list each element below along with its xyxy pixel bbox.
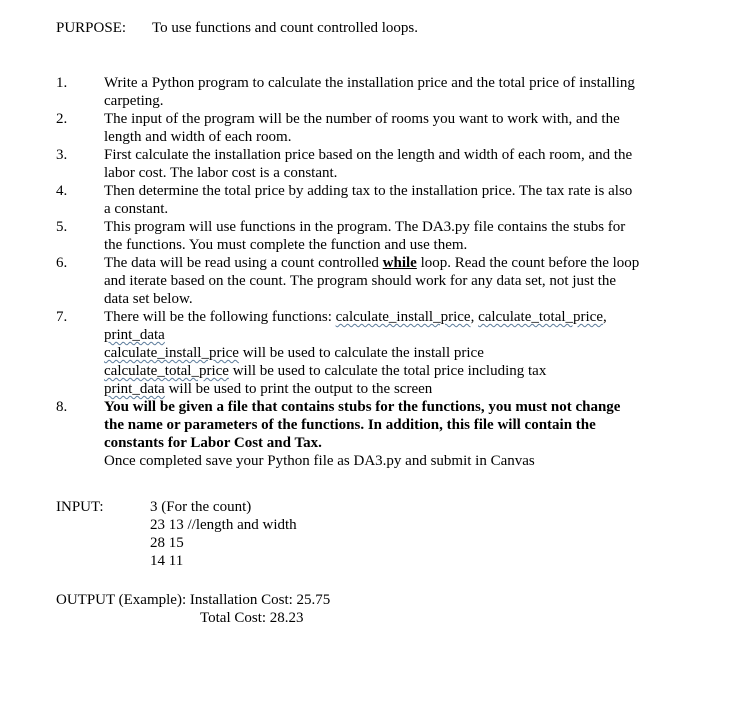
function-name: calculate_total_price <box>104 363 229 379</box>
item-text-part: There will be the following functions: <box>104 309 336 325</box>
output-line <box>56 591 330 609</box>
item-number: 6. <box>56 255 68 271</box>
item-number: 5. <box>56 219 68 235</box>
list-item <box>56 398 706 470</box>
item-text: a constant. <box>104 201 169 217</box>
input-line: 28 15 <box>150 535 184 551</box>
output-total: Total Cost: 28.23 <box>200 610 304 626</box>
item-text: and iterate based on the count. The program should work for any data set, not just the <box>104 273 617 289</box>
item-text: First calculate the installation price based on the length and width of each room, and the <box>104 147 633 163</box>
separator: , <box>603 309 607 325</box>
item-text <box>104 326 706 344</box>
item-text: Write a Python program to calculate the installation price and the total price of installing <box>104 75 635 91</box>
item-text: Then determine the total price by adding tax to the installation price. The tax rate is also <box>104 183 633 199</box>
item-text: carpeting. <box>104 93 164 109</box>
list-item <box>56 74 706 110</box>
item-number: 4. <box>56 183 68 199</box>
item-text: You will be given a file that contains stubs for the functions, you must not change <box>104 399 621 415</box>
list-item <box>56 308 706 398</box>
function-desc: will be used to calculate the install price <box>238 345 484 361</box>
list-item <box>56 110 706 146</box>
output-section <box>56 591 330 627</box>
item-text: Once completed save your Python file as DA3.py and submit in Canvas <box>104 453 535 469</box>
item-text <box>104 362 706 380</box>
item-text: labor cost. The labor cost is a constant. <box>104 165 338 181</box>
item-text <box>104 308 706 326</box>
item-number: 1. <box>56 75 68 91</box>
input-line: 3 (For the count) <box>150 499 252 515</box>
item-text: The input of the program will be the number of rooms you want to work with, and the <box>104 111 620 127</box>
output-label: OUTPUT (Example): <box>56 592 187 608</box>
item-number: 7. <box>56 309 68 325</box>
function-name: print_data <box>104 381 165 397</box>
item-text: constants for Labor Cost and Tax. <box>104 435 322 451</box>
input-values <box>150 498 297 570</box>
item-number: 3. <box>56 147 68 163</box>
input-line: 14 11 <box>150 553 184 569</box>
input-line: 23 13 //length and width <box>150 517 297 533</box>
item-text: the functions. You must complete the function and use them. <box>104 237 468 253</box>
item-text: the name or parameters of the functions. In addition, this file will contain the <box>104 417 596 433</box>
item-number: 8. <box>56 399 68 415</box>
purpose-text: To use functions and count controlled loops. <box>152 20 418 36</box>
function-desc: will be used to print the output to the screen <box>164 381 433 397</box>
while-keyword: while <box>382 255 417 271</box>
item-text: length and width of each room. <box>104 129 292 145</box>
item-number: 2. <box>56 111 68 127</box>
item-text-part: The data will be read using a count controlled <box>104 255 383 271</box>
input-label: INPUT: <box>56 499 104 515</box>
purpose-label: PURPOSE: <box>56 20 127 36</box>
function-name: calculate_install_price <box>104 345 239 361</box>
list-item <box>56 254 706 308</box>
instruction-list <box>56 74 706 470</box>
function-name: calculate_total_price <box>478 309 603 325</box>
purpose-line <box>56 20 418 37</box>
item-text <box>104 254 706 272</box>
item-text <box>104 380 706 398</box>
function-name: calculate_install_price <box>335 309 471 325</box>
item-text: data set below. <box>104 291 193 307</box>
list-item <box>56 182 706 218</box>
item-text <box>104 344 706 362</box>
separator: , <box>470 309 479 325</box>
output-install: Installation Cost: 25.75 <box>189 592 331 608</box>
item-text: This program will use functions in the program. The DA3.py file contains the stubs for <box>104 219 626 235</box>
item-text-part: loop. Read the count before the loop <box>416 255 640 271</box>
function-desc: will be used to calculate the total price including tax <box>228 363 547 379</box>
list-item <box>56 218 706 254</box>
list-item <box>56 146 706 182</box>
function-name: print_data <box>104 327 165 343</box>
